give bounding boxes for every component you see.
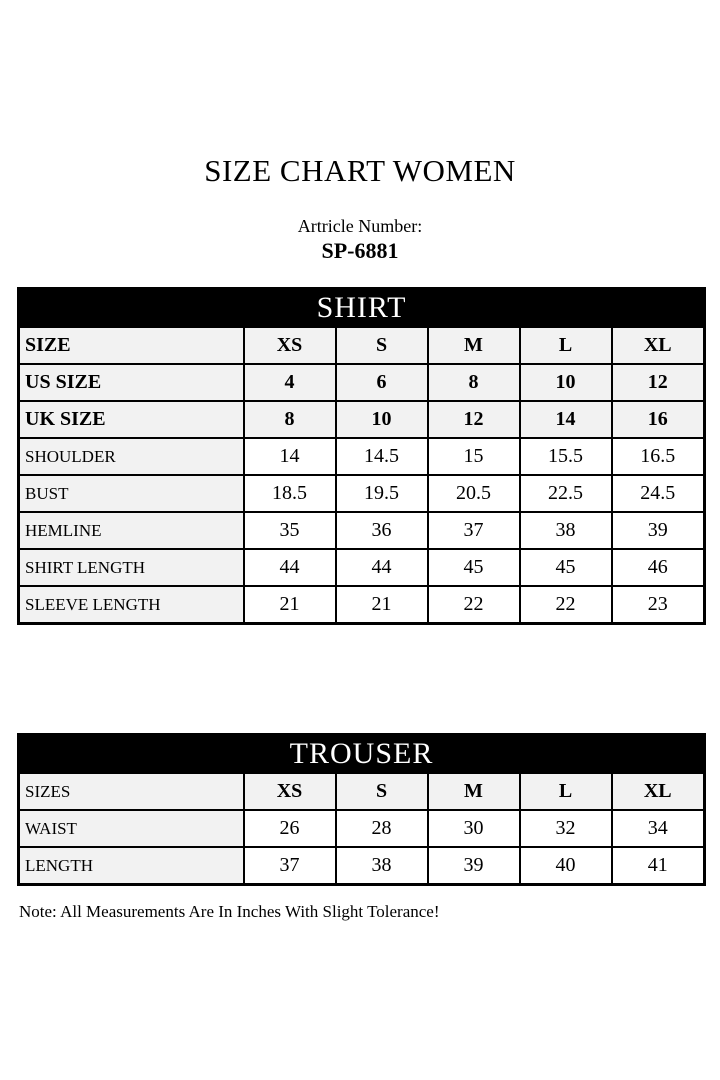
- row-label-cell: SIZES: [19, 773, 244, 810]
- table-row: [19, 810, 705, 847]
- value-cell: 40: [520, 847, 612, 885]
- table-row: [19, 401, 705, 438]
- value-cell: S: [336, 327, 428, 364]
- value-cell: 20.5: [428, 475, 520, 512]
- shirt-table-title: SHIRT: [19, 289, 705, 328]
- value-cell: 28: [336, 810, 428, 847]
- row-label-cell: SIZE: [19, 327, 244, 364]
- value-cell: 6: [336, 364, 428, 401]
- trouser-size-table: [17, 733, 706, 886]
- value-cell: 41: [612, 847, 705, 885]
- value-cell: 22: [520, 586, 612, 624]
- value-cell: 19.5: [336, 475, 428, 512]
- value-cell: L: [520, 773, 612, 810]
- page-title: SIZE CHART WOMEN: [204, 153, 516, 188]
- value-cell: 30: [428, 810, 520, 847]
- value-cell: L: [520, 327, 612, 364]
- value-cell: XS: [244, 773, 336, 810]
- table-row: [19, 773, 705, 810]
- value-cell: 22.5: [520, 475, 612, 512]
- row-label-cell: SLEEVE LENGTH: [19, 586, 244, 624]
- value-cell: 24.5: [612, 475, 705, 512]
- table-row: [19, 549, 705, 586]
- value-cell: 8: [244, 401, 336, 438]
- shirt-size-table: [17, 287, 706, 625]
- row-label-cell: US SIZE: [19, 364, 244, 401]
- value-cell: 16.5: [612, 438, 705, 475]
- table-row: [19, 586, 705, 624]
- value-cell: 32: [520, 810, 612, 847]
- value-cell: 22: [428, 586, 520, 624]
- value-cell: 10: [520, 364, 612, 401]
- value-cell: 26: [244, 810, 336, 847]
- row-label-cell: SHOULDER: [19, 438, 244, 475]
- note-text: Note: All Measurements Are In Inches With Slight Tolerance!: [19, 902, 440, 921]
- value-cell: 18.5: [244, 475, 336, 512]
- trouser-table-title: TROUSER: [19, 735, 705, 774]
- value-cell: 12: [612, 364, 705, 401]
- row-label-cell: SHIRT LENGTH: [19, 549, 244, 586]
- table-row: [19, 438, 705, 475]
- value-cell: 37: [428, 512, 520, 549]
- value-cell: 38: [336, 847, 428, 885]
- value-cell: XL: [612, 327, 705, 364]
- table-row: [19, 847, 705, 885]
- article-number-label: Artricle Number:: [297, 216, 423, 236]
- table-row: [19, 364, 705, 401]
- value-cell: 15.5: [520, 438, 612, 475]
- value-cell: 21: [336, 586, 428, 624]
- value-cell: 8: [428, 364, 520, 401]
- row-label-cell: HEMLINE: [19, 512, 244, 549]
- value-cell: 21: [244, 586, 336, 624]
- table-title-row: [19, 735, 705, 774]
- value-cell: M: [428, 327, 520, 364]
- value-cell: 39: [612, 512, 705, 549]
- value-cell: S: [336, 773, 428, 810]
- table-row: [19, 327, 705, 364]
- value-cell: 12: [428, 401, 520, 438]
- row-label-cell: BUST: [19, 475, 244, 512]
- value-cell: 23: [612, 586, 705, 624]
- value-cell: 34: [612, 810, 705, 847]
- table-row: [19, 475, 705, 512]
- value-cell: 35: [244, 512, 336, 549]
- value-cell: 10: [336, 401, 428, 438]
- value-cell: 4: [244, 364, 336, 401]
- value-cell: 15: [428, 438, 520, 475]
- value-cell: 44: [244, 549, 336, 586]
- value-cell: 36: [336, 512, 428, 549]
- value-cell: 45: [520, 549, 612, 586]
- value-cell: 14: [244, 438, 336, 475]
- table-row: [19, 512, 705, 549]
- value-cell: 45: [428, 549, 520, 586]
- value-cell: XL: [612, 773, 705, 810]
- value-cell: M: [428, 773, 520, 810]
- value-cell: XS: [244, 327, 336, 364]
- article-number: SP-6881: [321, 238, 399, 263]
- value-cell: 16: [612, 401, 705, 438]
- value-cell: 38: [520, 512, 612, 549]
- value-cell: 39: [428, 847, 520, 885]
- value-cell: 46: [612, 549, 705, 586]
- value-cell: 14: [520, 401, 612, 438]
- value-cell: 14.5: [336, 438, 428, 475]
- table-title-row: [19, 289, 705, 328]
- row-label-cell: UK SIZE: [19, 401, 244, 438]
- row-label-cell: LENGTH: [19, 847, 244, 885]
- row-label-cell: WAIST: [19, 810, 244, 847]
- value-cell: 44: [336, 549, 428, 586]
- value-cell: 37: [244, 847, 336, 885]
